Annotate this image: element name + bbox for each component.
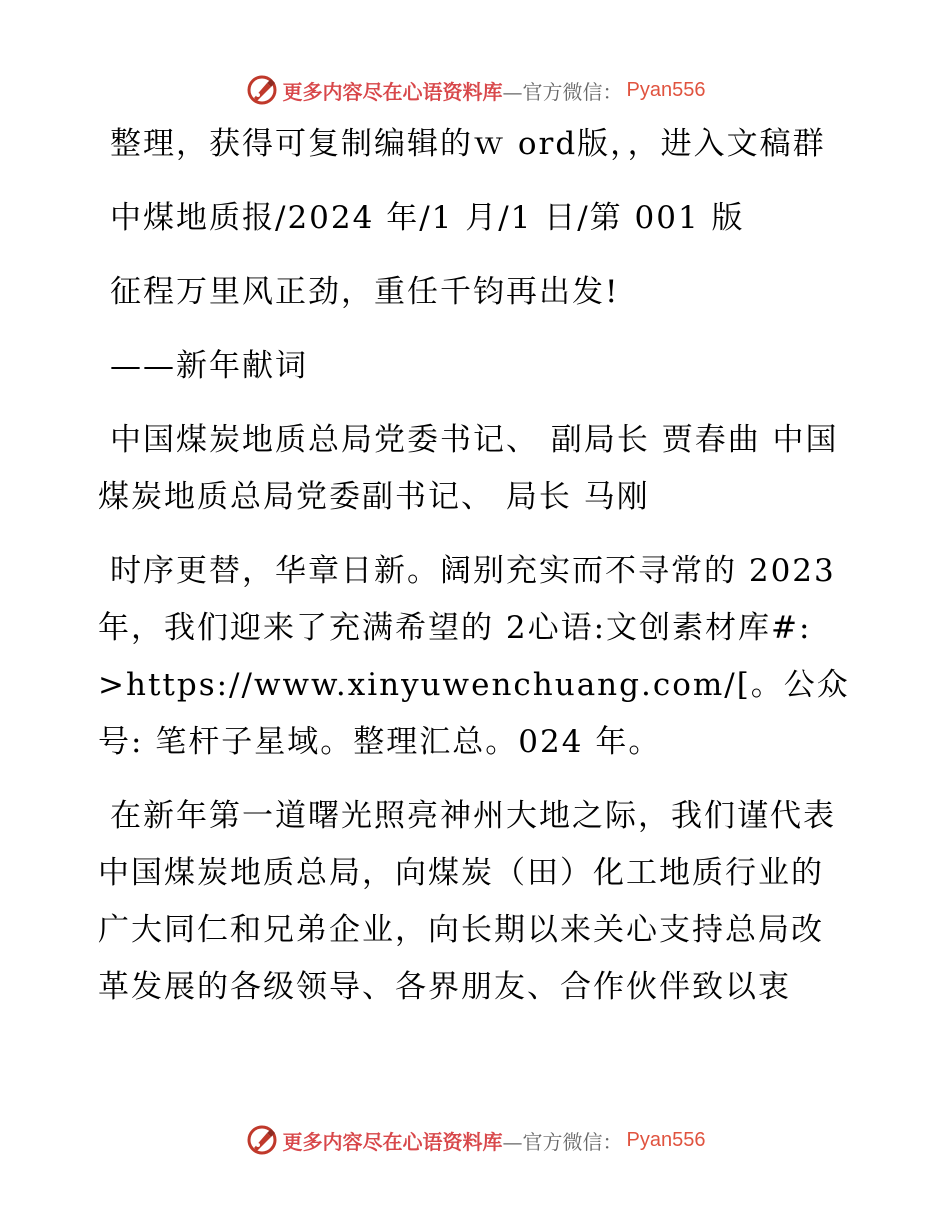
watermark-title: 更多内容尽在心语资料库 (282, 1129, 503, 1154)
paragraph-source: 中煤地质报/2024 年/1 月/1 日/第 001 版 (110, 200, 745, 236)
document-body (98, 116, 850, 1033)
pen-nib-circle-icon (245, 1123, 279, 1157)
watermark-title: 更多内容尽在心语资料库 (282, 79, 503, 104)
header-watermark (0, 70, 950, 110)
paragraph-title: 征程万里风正劲，重任千钧再出发! (110, 274, 620, 310)
footer-watermark (0, 1120, 950, 1160)
pen-nib-circle-icon (245, 73, 279, 107)
watermark-wechat-id: Pyan556 (626, 78, 706, 101)
watermark-wechat-label: —官方微信： (502, 79, 623, 104)
paragraph-authors: 中国煤炭地质总局党委书记、 副局长 贾春曲 中国煤炭地质总局党委副书记、 局长 马刚 (98, 422, 839, 515)
paragraph-body-2: 在新年第一道曙光照亮神州大地之际，我们谨代表中国煤炭地质总局，向煤炭（田）化工地质行业的广大同仁和兄弟企业，向长期以来关心支持总局改革发展的各级领导、各界朋友、合作伙伴致以衷 (98, 798, 836, 1005)
watermark-wechat-label: —官方微信： (502, 1129, 623, 1154)
paragraph-subtitle: ——新年献词 (110, 348, 308, 384)
watermark-wechat-id: Pyan556 (626, 1128, 706, 1151)
paragraph-intro: 整理，获得可复制编辑的ｗ ord版，，进入文稿群 (110, 126, 826, 162)
paragraph-body-1: 时序更替，华章日新。阔别充实而不寻常的 2023 年，我们迎来了充满希望的 2心语:文创素材库#: >https://www.xinyuwenchuang.com/[。公众号: 笔杆子星域。整理汇总。024 年。 (98, 553, 850, 760)
